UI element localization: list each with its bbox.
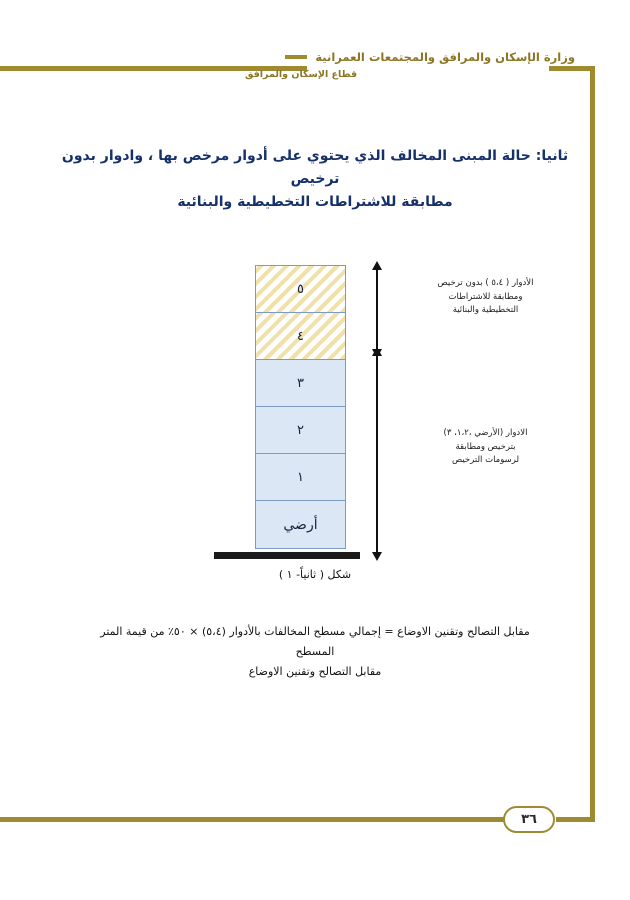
dimension-arrow-licensed bbox=[376, 355, 378, 553]
dimension-arrow-unlicensed bbox=[376, 269, 378, 350]
header-ministry-title: وزارة الإسكان والمرافق والمجتمعات العمرانية bbox=[315, 50, 575, 64]
annotation-licensed-line-3: لرسومات الترخيص bbox=[451, 455, 520, 466]
floor-4 bbox=[255, 312, 346, 359]
arrow-head-up-icon bbox=[372, 347, 382, 356]
frame-line-bottom-right bbox=[556, 817, 595, 822]
floor-1 bbox=[255, 453, 346, 500]
settlement-formula-line-1: مقابل التصالح وتقنين الاوضاع = إجمالي مسطح المخالفات بالأدوار (٥،٤) × ٥٠٪ من قيمة المتر المسطح bbox=[100, 625, 530, 658]
floor-3 bbox=[255, 359, 346, 406]
floor-5-label: ٥ bbox=[297, 281, 304, 297]
settlement-formula bbox=[80, 622, 550, 681]
floor-5 bbox=[255, 265, 346, 312]
header-ministry-row bbox=[245, 50, 575, 64]
annotation-unlicensed-floors bbox=[398, 277, 573, 318]
building-stack bbox=[255, 265, 346, 549]
annotation-unlicensed-line-2: ومطابقة للاشتراطات bbox=[448, 291, 523, 302]
page-title-line-1: ثانيا: حالة المبنى المخالف الذي يحتوي على أدوار مرخص بها ، وادوار بدون ترخيص bbox=[61, 148, 569, 188]
floor-2-label: ٢ bbox=[297, 422, 304, 438]
floor-4-label: ٤ bbox=[297, 328, 304, 344]
frame-line-bottom bbox=[0, 817, 506, 822]
page-header bbox=[245, 50, 575, 80]
floor-2 bbox=[255, 406, 346, 453]
figure-caption: شكل ( ثانياً- ١ ) bbox=[278, 568, 352, 581]
building-diagram bbox=[0, 255, 630, 575]
header-dash-icon bbox=[285, 55, 307, 59]
header-sector-subtitle: قطاع الإسكان والمرافق bbox=[245, 69, 358, 80]
annotation-unlicensed-line-3: التخطيطية والبنائية bbox=[452, 305, 519, 316]
ground-baseline bbox=[214, 552, 360, 559]
floor-ground bbox=[255, 500, 346, 549]
floor-1-label: ١ bbox=[297, 469, 304, 485]
page-number-badge: ٣٦ bbox=[503, 806, 555, 833]
arrow-head-up-icon bbox=[372, 261, 382, 270]
page-title bbox=[60, 145, 570, 214]
page-title-line-2: مطابقة للاشتراطات التخطيطية والبنائية bbox=[177, 194, 453, 211]
arrow-head-down-icon bbox=[372, 552, 382, 561]
floor-3-label: ٣ bbox=[297, 375, 304, 391]
annotation-licensed-line-1: الادوار (الأرضي ،١،٢، ٣) bbox=[443, 428, 528, 438]
floor-ground-label: أرضي bbox=[283, 516, 318, 533]
annotation-licensed-floors bbox=[398, 427, 573, 468]
annotation-unlicensed-line-1: الأدوار ( ٥،٤ ) بدون ترخيص bbox=[437, 278, 534, 288]
settlement-formula-line-2: مقابل التصالح وتقنين الاوضاع bbox=[248, 664, 382, 678]
annotation-licensed-line-2: بترخيص ومطابقة bbox=[455, 441, 516, 452]
